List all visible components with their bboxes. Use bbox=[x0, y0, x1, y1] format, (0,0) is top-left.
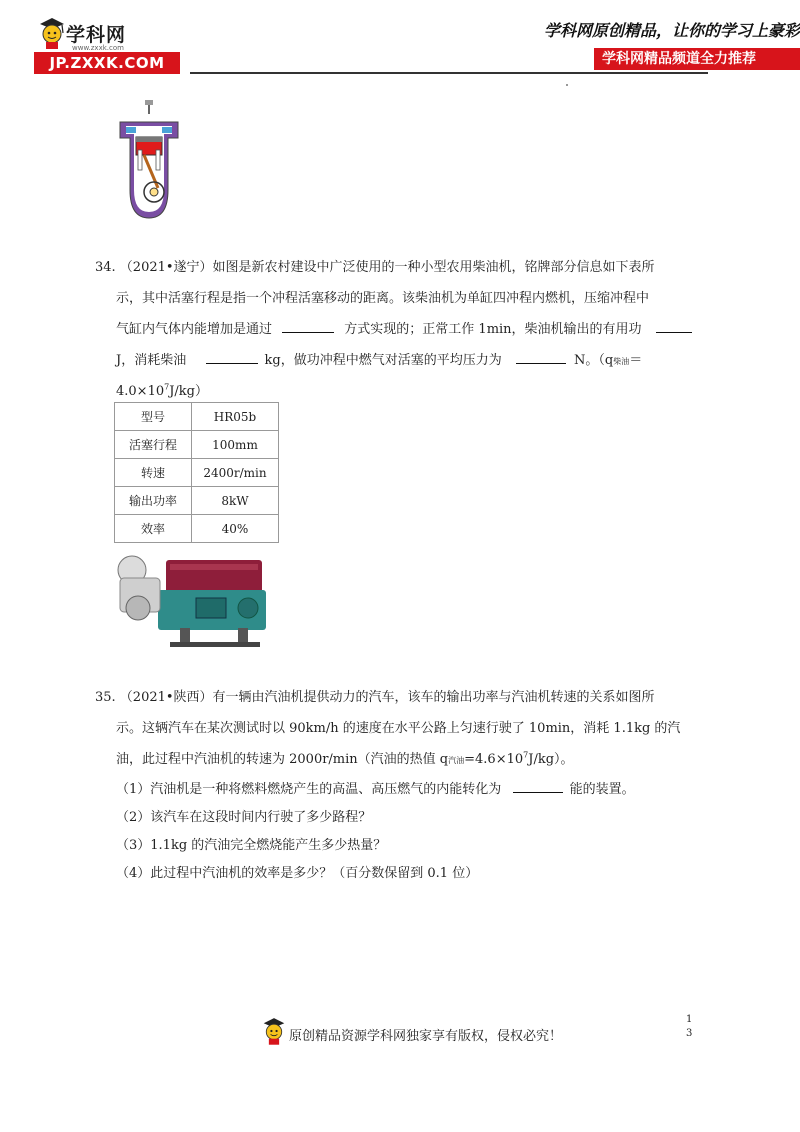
superscript: 7 bbox=[523, 750, 529, 760]
q35-text: =4.6×10 bbox=[464, 752, 524, 767]
q35-text: 能的装置。 bbox=[569, 782, 635, 797]
q34-line-3 bbox=[116, 318, 692, 337]
decorative-dot bbox=[566, 84, 568, 86]
table-cell: 40% bbox=[192, 515, 279, 543]
subscript: 柴油 bbox=[613, 357, 630, 366]
logo-banner: JP.ZXXK.COM bbox=[34, 52, 180, 74]
q34-line-2: 示，其中活塞行程是指一个冲程活塞移动的距离。该柴油机为单缸四冲程内燃机，压缩冲程中 bbox=[116, 291, 650, 306]
q35-text: J/kg）。 bbox=[528, 752, 574, 767]
table-cell: 8kW bbox=[192, 487, 279, 515]
subscript: 汽油 bbox=[448, 756, 465, 765]
answer-blank[interactable] bbox=[513, 779, 563, 793]
mascot-icon bbox=[262, 1016, 286, 1046]
q35-text: （1）汽油机是一种将燃料燃烧产生的高温、高压燃气的内能转化为 bbox=[116, 782, 502, 797]
q35-line-3 bbox=[116, 748, 574, 767]
header-divider bbox=[190, 72, 708, 74]
table-cell: 2400r/min bbox=[192, 459, 279, 487]
superscript: 7 bbox=[164, 382, 170, 392]
site-logo[interactable] bbox=[34, 14, 194, 74]
answer-blank[interactable] bbox=[516, 350, 566, 364]
q34-text: N。（q bbox=[573, 353, 614, 368]
table-row bbox=[115, 459, 279, 487]
q34-text: 方式实现的；正常工作 1min，柴油机输出的有用功 bbox=[344, 322, 642, 337]
q34-text: ＝ bbox=[629, 353, 643, 368]
logo-text: 学科网 bbox=[66, 24, 127, 46]
page-number-bottom: 3 bbox=[686, 1028, 693, 1039]
diesel-engine-photo bbox=[110, 550, 278, 648]
q35-sub-3: （3）1.1kg 的汽油完全燃烧能产生多少热量？ bbox=[116, 838, 387, 853]
copyright-notice: 原创精品资源学科网独家享有版权，侵权必究！ bbox=[289, 1029, 563, 1044]
table-cell: 活塞行程 bbox=[115, 431, 192, 459]
table-row bbox=[115, 403, 279, 431]
table-cell: 100mm bbox=[192, 431, 279, 459]
q35-sub-1 bbox=[116, 778, 635, 797]
q35-text: 油，此过程中汽油机的转速为 2000r/min（汽油的热值 q bbox=[116, 752, 449, 767]
table-cell: 转速 bbox=[115, 459, 192, 487]
engine-cylinder-diagram bbox=[114, 100, 184, 222]
answer-blank[interactable] bbox=[656, 319, 692, 333]
header-slogan: 学科网原创精品，让你的学习上豪彩 bbox=[543, 21, 800, 40]
q34-line-1: 34. （2021•遂宁）如图是新农村建设中广泛使用的一种小型农用柴油机，铭牌部分信息如下表所 bbox=[95, 260, 655, 275]
q34-text: 气缸内气体内能增加是通过 bbox=[116, 322, 273, 337]
q34-text: J/kg） bbox=[169, 384, 208, 399]
q34-line-4 bbox=[116, 349, 642, 368]
q35-sub-2: （2）该汽车在这段时间内行驶了多少路程？ bbox=[116, 810, 372, 825]
answer-blank[interactable] bbox=[206, 350, 258, 364]
table-row bbox=[115, 431, 279, 459]
spec-table bbox=[114, 402, 279, 543]
table-cell: 输出功率 bbox=[115, 487, 192, 515]
q34-text: J，消耗柴油 bbox=[116, 353, 187, 368]
q34-text: kg，做功冲程中燃气对活塞的平均压力为 bbox=[264, 353, 502, 368]
page-number-top: 1 bbox=[686, 1014, 693, 1025]
table-cell: 效率 bbox=[115, 515, 192, 543]
mascot-icon bbox=[38, 16, 66, 50]
q34-line-5 bbox=[116, 380, 208, 399]
table-cell: 型号 bbox=[115, 403, 192, 431]
q35-sub-4: （4）此过程中汽油机的效率是多少？（百分数保留到 0.1 位） bbox=[116, 866, 479, 881]
q35-line-2: 示。这辆汽车在某次测试时以 90km/h 的速度在水平公路上匀速行驶了 10min，消耗 1.1kg 的汽 bbox=[116, 721, 681, 736]
table-row bbox=[115, 487, 279, 515]
q34-text: 4.0×10 bbox=[116, 384, 165, 399]
table-row bbox=[115, 515, 279, 543]
answer-blank[interactable] bbox=[282, 319, 334, 333]
logo-url-small: www.zxxk.com bbox=[72, 44, 124, 52]
channel-banner: 学科网精品频道全力推荐 bbox=[594, 48, 800, 70]
q35-line-1: 35. （2021•陕西）有一辆由汽油机提供动力的汽车，该车的输出功率与汽油机转速的关系如图所 bbox=[95, 690, 655, 705]
table-cell: HR05b bbox=[192, 403, 279, 431]
